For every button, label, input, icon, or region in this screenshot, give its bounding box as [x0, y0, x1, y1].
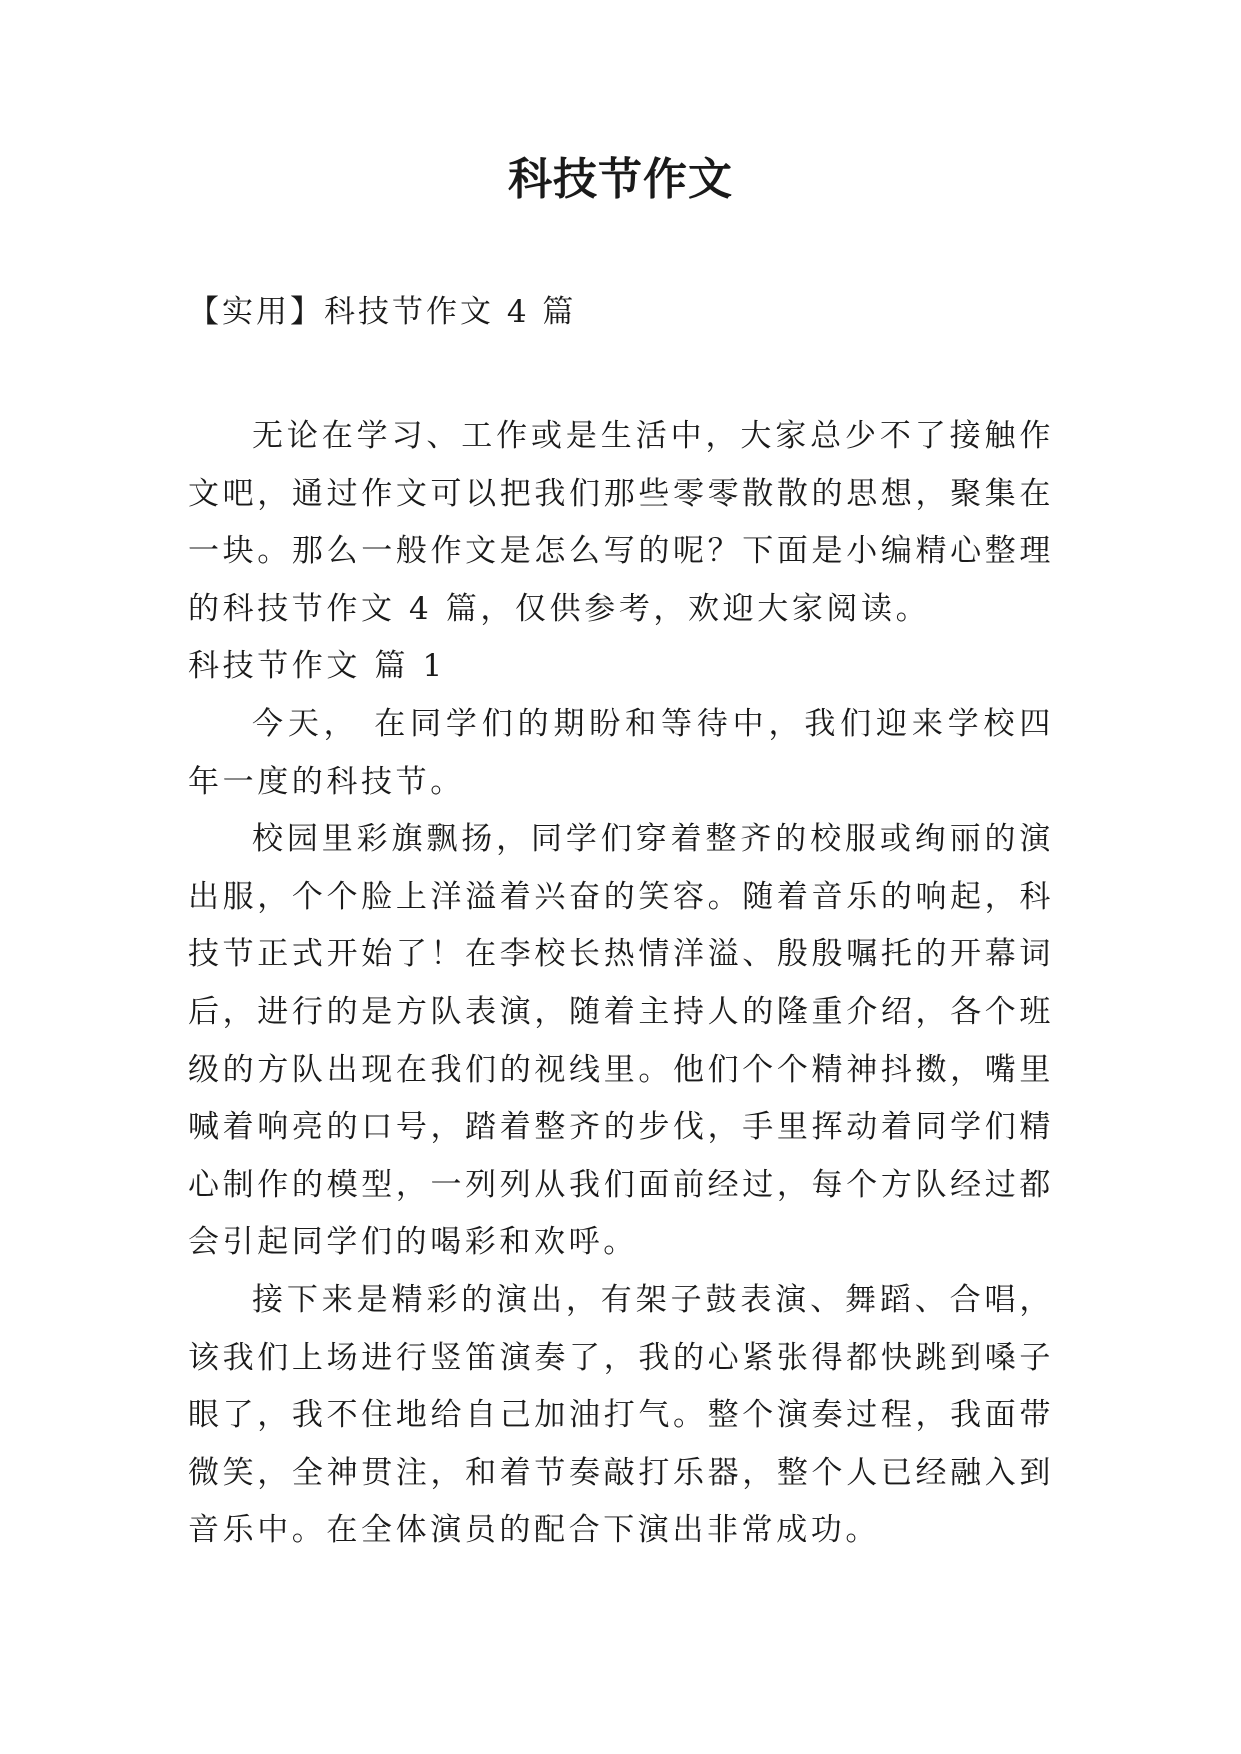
section-heading: 科技节作文 篇 1	[188, 648, 446, 685]
document-subtitle: 【实用】科技节作文 4 篇	[188, 294, 577, 330]
document-body	[188, 408, 1054, 1560]
body-paragraph: 今天， 在同学们的期盼和等待中，我们迎来学校四年一度的科技节。	[188, 705, 1054, 800]
intro-paragraph: 无论在学习、工作或是生活中，大家总少不了接触作文吧，通过作文可以把我们那些零零散散的思想，聚集在一块。那么一般作文是怎么写的呢？下面是小编精心整理的科技节作文 4 篇，仅供参考，欢迎大家阅读。	[188, 418, 1054, 627]
body-paragraph: 接下来是精彩的演出，有架子鼓表演、舞蹈、合唱，该我们上场进行竖笛演奏了，我的心紧张得都快跳到嗓子眼了，我不住地给自己加油打气。整个演奏过程，我面带微笑，全神贯注，和着节奏敲打乐器，整个人已经融入到音乐中。在全体演员的配合下演出非常成功。	[188, 1281, 1054, 1549]
body-paragraph: 校园里彩旗飘扬，同学们穿着整齐的校服或绚丽的演出服，个个脸上洋溢着兴奋的笑容。随着音乐的响起，科技节正式开始了！在李校长热情洋溢、殷殷嘱托的开幕词后，进行的是方队表演，随着主持人的隆重介绍，各个班级的方队出现在我们的视线里。他们个个精神抖擞，嘴里喊着响亮的口号，踏着整齐的步伐，手里挥动着同学们精心制作的模型，一列列从我们面前经过，每个方队经过都会引起同学们的喝彩和欢呼。	[188, 821, 1054, 1261]
document-title: 科技节作文	[508, 154, 733, 205]
